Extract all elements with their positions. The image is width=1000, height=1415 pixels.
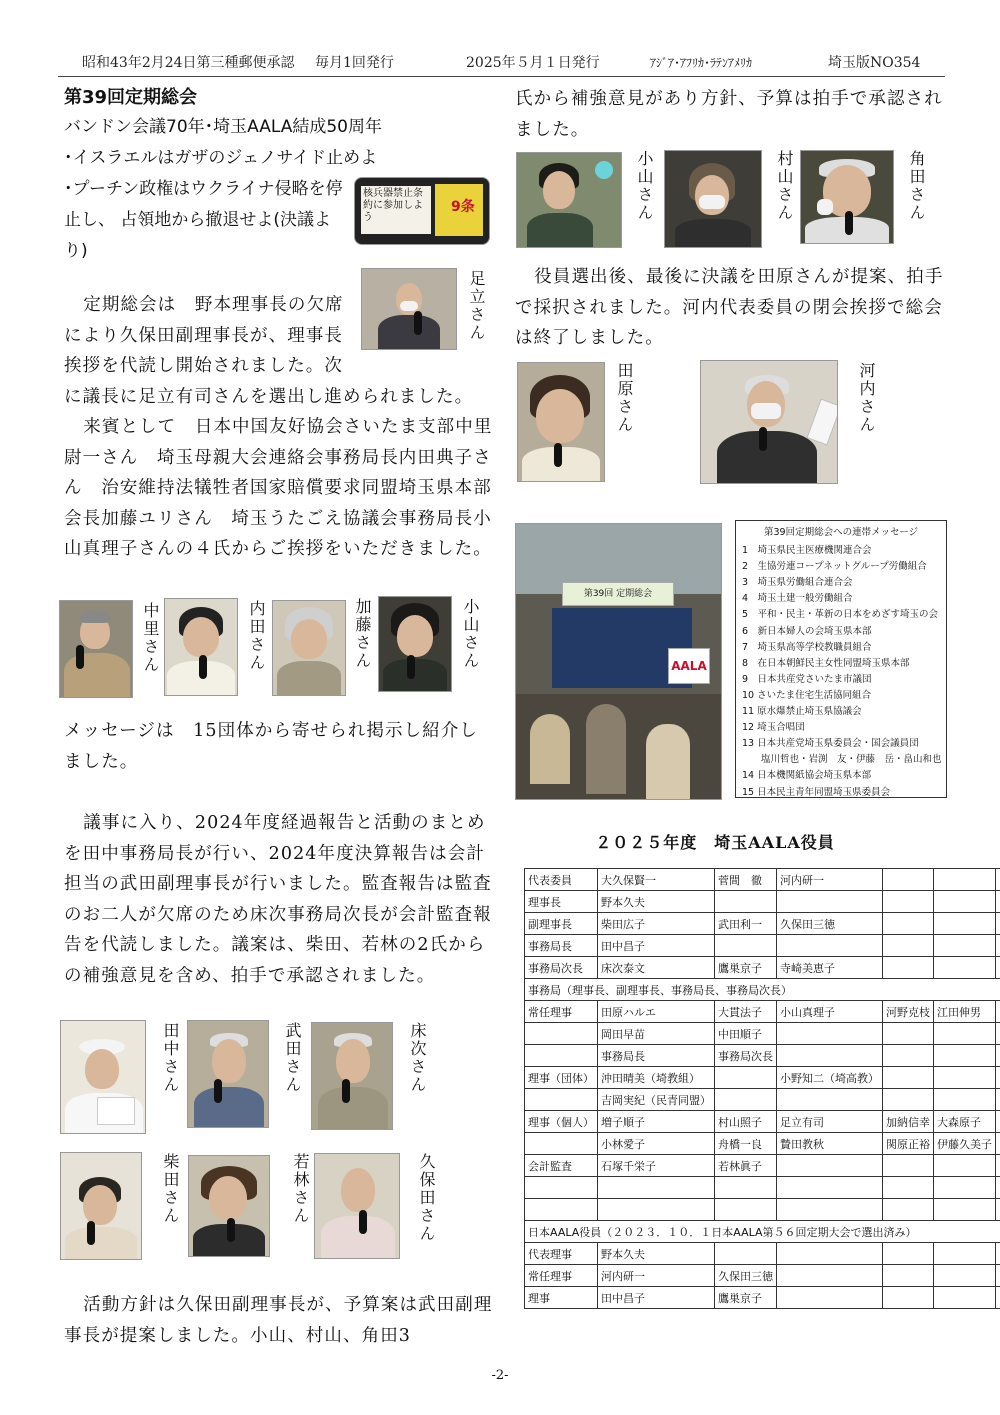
proceedings-paragraph-block — [64, 808, 494, 991]
officer-name — [715, 1177, 777, 1199]
officer-name — [934, 913, 996, 935]
message-item: 7 埼玉県高等学校教職員組合 — [742, 641, 872, 653]
photo-murayama — [664, 150, 762, 248]
officer-name — [996, 1177, 1000, 1199]
officer-name — [883, 1089, 934, 1111]
officer-name — [996, 1155, 1000, 1177]
officer-name: 吉岡実紀（民青同盟） — [598, 1089, 715, 1111]
officer-name — [883, 1045, 934, 1067]
paragraph-closing: 役員選出後、最後に決議を田原さんが提案、拍手で採択されました。河内代表委員の閉会挨拶で総会は終了しました。 — [515, 267, 944, 348]
officer-name — [777, 1089, 883, 1111]
officer-role — [525, 1023, 598, 1045]
officer-name — [883, 891, 934, 913]
caption-kubota: 久保田さん — [417, 1153, 436, 1243]
caption-koyama: 小山さん — [461, 598, 480, 670]
officer-name — [934, 869, 996, 891]
photo-shibata — [60, 1152, 142, 1260]
officer-name — [883, 1067, 934, 1089]
officer-name: 河内研一 — [777, 869, 883, 891]
photo-kato — [272, 600, 346, 696]
officer-name: 若林眞子 — [715, 1155, 777, 1177]
officer-row — [525, 1177, 1000, 1199]
officer-name: 贄田教秋 — [777, 1133, 883, 1155]
officer-name — [777, 1199, 883, 1221]
photo-kouchi — [700, 360, 838, 484]
officer-name — [777, 1155, 883, 1177]
officer-name — [996, 1199, 1000, 1221]
officer-name: 小山真理子 — [777, 1001, 883, 1023]
officer-name — [883, 1265, 934, 1287]
paragraph-proceedings: 議事に入り、2024年度経過報告と活動のまとめを田中事務局長が行い、2024年度決算報告は会計担当の武田副理事長が行いました。監査報告は監査のお二人が欠席のため床次事務局次長が会計監査報告を代読しました。議案は、柴田、若林の2氏からの補強意見を含め、拍手で承認されました。 — [64, 813, 492, 986]
officer-name: 大貫法子 — [715, 1001, 777, 1023]
officer-name: 寺崎美恵子 — [777, 957, 883, 979]
caption-tokotsugi: 床次さん — [408, 1022, 427, 1094]
officer-name — [996, 1023, 1000, 1045]
officer-row — [525, 1023, 1000, 1045]
officer-name — [883, 935, 934, 957]
message-item: 3 埼玉県労働組合連合会 — [742, 577, 853, 589]
officer-name — [934, 1045, 996, 1067]
officer-name: 鷹巣京子 — [715, 957, 777, 979]
officer-role — [525, 1177, 598, 1199]
officer-name — [934, 1155, 996, 1177]
officer-name — [883, 1243, 934, 1265]
caption-takeda: 武田さん — [283, 1022, 302, 1094]
officer-name — [715, 891, 777, 913]
message-item: 13 日本共産党埼玉県委員会・国会議員団 — [742, 738, 919, 750]
officer-name — [996, 891, 1000, 913]
officer-name — [996, 869, 1000, 891]
officer-name: 中田順子 — [715, 1023, 777, 1045]
officer-name — [996, 1067, 1000, 1089]
edition-number: 埼玉版NO354 — [828, 55, 921, 71]
officer-name — [777, 1177, 883, 1199]
masthead — [0, 52, 1000, 74]
message-item: 塩川哲也・岩渕 友・伊藤 岳・畠山和也 — [742, 754, 942, 766]
hall-banner: 第39回 定期総会 — [562, 582, 674, 606]
officer-row — [525, 1265, 1000, 1287]
message-item: 15 日本民主青年同盟埼玉県委員会 — [742, 786, 891, 798]
officer-row — [525, 1001, 1000, 1023]
photo-koyama-2 — [516, 152, 622, 248]
officer-name — [934, 957, 996, 979]
officer-name: 小野知二（埼高教） — [777, 1067, 883, 1089]
officer-row — [525, 1089, 1000, 1111]
officer-name — [777, 1045, 883, 1067]
solidarity-messages-box — [735, 520, 947, 798]
officer-name — [777, 1243, 883, 1265]
photo-tokotsugi — [311, 1022, 393, 1130]
resolution-gaza: ･イスラエルはガザのジェノサイド止めよ — [64, 148, 378, 168]
officer-name: 沖田晴美（埼教組） — [598, 1067, 715, 1089]
officer-row — [525, 1045, 1000, 1067]
officer-name: 大久保賢一 — [598, 869, 715, 891]
article-subtitle: バンドン会議70年･埼玉AALA結成50周年 — [64, 117, 382, 137]
officer-role: 常任理事 — [525, 1001, 598, 1023]
officer-row — [525, 913, 1000, 935]
banner-photo: 核兵器禁止条約に参加しよう 9条 — [354, 177, 490, 245]
officer-row — [525, 1111, 1000, 1133]
officer-name — [996, 1001, 1000, 1023]
officer-name: 事務局長 — [598, 1045, 715, 1067]
aala-logo: AALA — [668, 648, 710, 684]
officer-name — [883, 1155, 934, 1177]
officer-name: 久保田三徳 — [777, 913, 883, 935]
photo-tanaka — [60, 1020, 146, 1134]
officer-name — [777, 1287, 883, 1309]
message-item: 11 原水爆禁止埼玉県協議会 — [742, 706, 862, 718]
officer-role: 事務局次長 — [525, 957, 598, 979]
officer-row — [525, 891, 1000, 913]
resolution-ukraine: ･プーチン政権はウクライナ侵略を停止し、 占領地から撤退せよ(決議より) — [64, 179, 343, 261]
officer-name — [715, 1243, 777, 1265]
photo-tsunoda — [800, 150, 894, 244]
photo-kubota — [314, 1153, 400, 1259]
message-item: 2 生協労連コープネットグループ労働組合 — [742, 561, 927, 573]
officer-name: 田中昌子 — [598, 935, 715, 957]
officer-role — [525, 1133, 598, 1155]
officer-name — [934, 1265, 996, 1287]
officer-name: 事務局次長 — [715, 1045, 777, 1067]
opening-paragraphs — [64, 290, 494, 595]
officer-name: 田原ハルエ — [598, 1001, 715, 1023]
officer-name — [934, 935, 996, 957]
officer-name — [996, 935, 1000, 957]
officer-role: 代表理事 — [525, 1243, 598, 1265]
article-title: 第39回定期総会 — [64, 87, 198, 108]
caption-murayama: 村山さん — [775, 150, 794, 222]
photo-nakazato — [59, 600, 133, 698]
officer-role: 理事（個人） — [525, 1111, 598, 1133]
officer-name: 柴田広子 — [598, 913, 715, 935]
officer-name — [934, 1177, 996, 1199]
paragraph-guests: 来賓として 日本中国友好協会さいたま支部中里尉一さん 埼玉母親大会連絡会事務局長内田典子さん 治安維持法犠牲者国家賠償要求同盟埼玉県本部会長加藤ユリさん 埼玉うたごえ協議会事務局長小山真理子さんの４氏からご挨拶をいただきました。 — [64, 417, 493, 559]
officer-name — [934, 1023, 996, 1045]
officer-name: 伊藤久美子 — [934, 1133, 996, 1155]
officer-row — [525, 1133, 1000, 1155]
postal-approval: 昭和43年2月24日第三種郵便承認 — [82, 55, 295, 71]
message-paragraph-block — [64, 716, 494, 777]
officer-name — [996, 1243, 1000, 1265]
officer-name — [777, 935, 883, 957]
region-name: ｱｼﾞｱ･ｱﾌﾘｶ･ﾗﾃﾝｱﾒﾘｶ — [650, 56, 753, 70]
message-item: 6 新日本婦人の会埼玉県本部 — [742, 625, 872, 637]
officer-row — [525, 935, 1000, 957]
caption-adachi: 足立さん — [467, 270, 486, 342]
officer-row — [525, 1155, 1000, 1177]
officer-name — [996, 1111, 1000, 1133]
officer-name — [934, 1287, 996, 1309]
officer-name — [715, 1067, 777, 1089]
caption-kouchi: 河内さん — [857, 362, 876, 434]
officer-name: 舟橋一良 — [715, 1133, 777, 1155]
header-rule — [58, 76, 945, 77]
paragraph-messages: メッセージは 15団体から寄せられ掲示し紹介しました。 — [64, 721, 479, 772]
message-item: 14 日本機関紙協会埼玉県本部 — [742, 770, 872, 782]
officer-name — [996, 1265, 1000, 1287]
photo-wakabayashi — [188, 1155, 270, 1257]
officer-name: 武田利一 — [715, 913, 777, 935]
officer-role: 会計監査 — [525, 1155, 598, 1177]
officer-row — [525, 1067, 1000, 1089]
officer-name: 床次泰文 — [598, 957, 715, 979]
photo-tahara — [517, 362, 605, 482]
officer-name: 村山照子 — [715, 1111, 777, 1133]
officer-name — [996, 1133, 1000, 1155]
banner-sign: 核兵器禁止条約に参加しよう — [361, 186, 431, 234]
officer-role: 理事（団体） — [525, 1067, 598, 1089]
paragraph-policy: 活動方針は久保田副理事長が、予算案は武田副理事長が提案しました。小山、村山、角田3 — [64, 1295, 493, 1346]
officers-table — [524, 868, 1000, 1309]
officer-name: 田中昌子 — [598, 1287, 715, 1309]
officer-name — [715, 935, 777, 957]
officer-name: 石塚千栄子 — [598, 1155, 715, 1177]
message-item: 8 在日本朝鮮民主女性同盟埼玉県本部 — [742, 657, 910, 669]
message-item: 5 平和・民主・革新の日本をめざす埼玉の会 — [742, 609, 939, 621]
officer-name: 関原正裕 — [883, 1133, 934, 1155]
paragraph-opening: 定期総会は 野本理事長の欠席により久保田副理事長が、理事長挨拶を代読し開始されました。次に議長に足立有司さんを選出し進められました。 — [64, 295, 474, 407]
officer-name — [883, 1177, 934, 1199]
float-spacer — [354, 290, 494, 352]
issue-frequency: 毎月1回発行 — [315, 55, 394, 71]
caption-koyama-2: 小山さん — [635, 150, 654, 222]
officer-name — [934, 1199, 996, 1221]
caption-shibata: 柴田さん — [161, 1153, 180, 1225]
photo-uchida — [164, 598, 238, 696]
officer-name — [883, 957, 934, 979]
officer-name — [934, 1067, 996, 1089]
officer-name — [777, 1265, 883, 1287]
officer-name: 久保田三徳 — [715, 1265, 777, 1287]
officer-name: 江田伸男 — [934, 1001, 996, 1023]
officer-name: 野本久夫 — [598, 1243, 715, 1265]
message-item: 4 埼玉土建一般労働組合 — [742, 593, 853, 605]
officer-name — [934, 1243, 996, 1265]
officer-name — [883, 869, 934, 891]
officer-name — [715, 1199, 777, 1221]
officer-name: 河内研一 — [598, 1265, 715, 1287]
paragraph-continuation: 氏から補強意見があり方針、予算は拍手で承認されました。 — [515, 89, 943, 140]
messages-title: 第39回定期総会への連帯メッセージ — [763, 527, 919, 538]
caption-nakazato: 中里さん — [141, 602, 160, 674]
page-number: -2- — [491, 1368, 509, 1383]
officer-role — [525, 1089, 598, 1111]
officer-name: 小林愛子 — [598, 1133, 715, 1155]
officer-name: 大森原子 — [934, 1111, 996, 1133]
officers-table-wrapper — [524, 868, 1000, 1309]
officers-title: ２０２５年度 埼玉AALA役員 — [595, 833, 835, 852]
officer-name — [598, 1177, 715, 1199]
photo-koyama — [378, 596, 452, 692]
officer-role — [525, 1045, 598, 1067]
officer-section-header: 事務局（理事長、副理事長、事務局長、事務局次長） — [525, 979, 1000, 1001]
officer-name: 加納信幸 — [883, 1111, 934, 1133]
message-item: 1 埼玉県民主医療機関連合会 — [742, 545, 872, 557]
message-item: 12 埼玉合唱団 — [742, 722, 805, 734]
officer-name — [777, 891, 883, 913]
officer-name: 岡田早苗 — [598, 1023, 715, 1045]
caption-tanaka: 田中さん — [161, 1022, 180, 1094]
officer-name: 鷹巣京子 — [715, 1287, 777, 1309]
officer-name — [996, 1287, 1000, 1309]
caption-tahara: 田原さん — [615, 362, 634, 434]
photo-assembly-hall — [515, 523, 722, 800]
officer-name — [996, 1045, 1000, 1067]
caption-uchida: 内田さん — [247, 600, 266, 672]
officer-role — [525, 1199, 598, 1221]
caption-tsunoda: 角田さん — [907, 150, 926, 222]
officer-name — [715, 1089, 777, 1111]
officer-section-header: 日本AALA役員（２０２３．１０．１日本AALA第５６回定期大会で選出済み） — [525, 1221, 1000, 1243]
caption-wakabayashi: 若林さん — [291, 1153, 310, 1225]
officer-name — [883, 1199, 934, 1221]
officer-role: 事務局長 — [525, 935, 598, 957]
officer-row — [525, 1199, 1000, 1221]
officer-row — [525, 1287, 1000, 1309]
officer-name — [883, 1287, 934, 1309]
closing-paragraph-block — [515, 262, 945, 354]
caption-kato: 加藤さん — [353, 598, 372, 670]
officer-name — [996, 1089, 1000, 1111]
message-item: 10 さいたま住宅生活協同組合 — [742, 689, 872, 701]
officer-name: 菅間 徹 — [715, 869, 777, 891]
officer-name: 足立有司 — [777, 1111, 883, 1133]
officer-name — [883, 913, 934, 935]
issue-date: 2025年５月１日発行 — [466, 55, 600, 71]
officer-name — [777, 1023, 883, 1045]
officer-role: 理事長 — [525, 891, 598, 913]
officer-role: 常任理事 — [525, 1265, 598, 1287]
officer-name: 野本久夫 — [598, 891, 715, 913]
officer-row — [525, 979, 1000, 1001]
officer-role: 副理事長 — [525, 913, 598, 935]
officer-row — [525, 957, 1000, 979]
officer-role: 理事 — [525, 1287, 598, 1309]
officer-name — [883, 1023, 934, 1045]
officer-role: 代表委員 — [525, 869, 598, 891]
right-continuation-block — [515, 84, 945, 145]
officer-name — [934, 1089, 996, 1111]
officer-name — [996, 957, 1000, 979]
officer-row — [525, 869, 1000, 891]
officer-name — [598, 1199, 715, 1221]
officer-row — [525, 1243, 1000, 1265]
officer-name — [996, 913, 1000, 935]
officer-name: 増子順子 — [598, 1111, 715, 1133]
message-item: 9 日本共産党さいたま市議団 — [742, 673, 872, 685]
photo-takeda — [187, 1020, 269, 1128]
officer-name — [934, 891, 996, 913]
officer-name: 河野克枝 — [883, 1001, 934, 1023]
officer-row — [525, 1221, 1000, 1243]
policy-paragraph-block — [64, 1290, 494, 1351]
